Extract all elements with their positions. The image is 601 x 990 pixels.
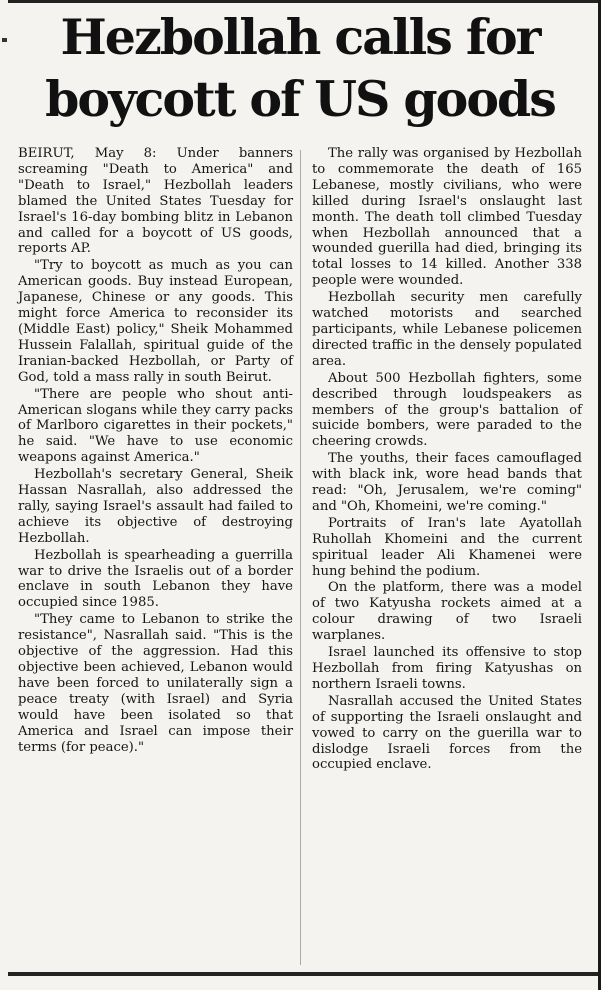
left-column <box>18 146 293 756</box>
paragraph: The youths, their faces camouflaged with black ink, wore head bands that read: "Oh, Jerusalem, we're coming" and "Oh, Khomeini, we're coming." <box>312 451 582 514</box>
headline-line-2: boycott of US goods <box>45 70 555 128</box>
paragraph: On the platform, there was a model of two Katyusha rockets aimed at a colour drawing of two Israeli warplanes. <box>312 580 582 644</box>
paragraph: Hezbollah security men carefully watched motorists and searched participants, while Lebanese policemen directed traffic in the densely populated area. <box>312 290 582 369</box>
paragraph: BEIRUT, May 8: Under banners screaming "Death to America" and "Death to Israel," Hezbollah leaders blamed the United States Tuesday for Israel's 16-day bombing blitz in Lebanon and called for a boycott of US goods, reports AP. <box>18 146 293 257</box>
margin-mark <box>2 38 7 42</box>
paragraph: Hezbollah is spearheading a guerrilla war to drive the Israelis out of a border enclave in south Lebanon they have occupied since 1985. <box>18 547 293 611</box>
paragraph: "Try to boycott as much as you can American goods. Buy instead European, Japanese, Chinese or any goods. This might force America to reconsider its (Middle East) policy," Sheik Mohammed Hussein Falallah, spiritual guide of the Iranian-backed Hezbollah, or Party of God, told a mass rally in south Beirut. <box>18 258 293 385</box>
right-column <box>312 146 582 774</box>
paragraph: "There are people who shout anti-American slogans while they carry packs of Marlboro cigarettes in their pockets," he said. "We have to use economic weapons against America." <box>18 386 293 466</box>
bottom-rule <box>8 972 598 976</box>
paragraph: About 500 Hezbollah fighters, some described through loudspeakers as members of the group's battalion of suicide bombers, were paraded to the cheering crowds. <box>312 370 582 450</box>
headline <box>8 6 592 130</box>
paragraph: Hezbollah's secretary General, Sheik Hassan Nasrallah, also addressed the rally, saying Israel's assault had failed to achieve its objective of destroying Hezbollah. <box>18 467 293 546</box>
paragraph: Nasrallah accused the United States of supporting the Israeli onslaught and vowed to carry on the guerilla war to dislodge Israeli forces from the occupied enclave. <box>312 693 582 773</box>
paragraph: Israel launched its offensive to stop Hezbollah from firing Katyushas on northern Israeli towns. <box>312 645 582 692</box>
top-rule <box>8 0 598 3</box>
paragraph: The rally was organised by Hezbollah to commemorate the death of 165 Lebanese, mostly civilians, who were killed during Israel's onslaught last month. The death toll climbed Tuesday when Hezbollah announced that a wounded guerilla had died, bringing its total losses to 14 killed. Another 338 people were wounded. <box>312 146 582 289</box>
column-divider <box>300 150 301 965</box>
headline-line-1: Hezbollah calls for <box>60 8 540 66</box>
paragraph: Portraits of Iran's late Ayatollah Ruhollah Khomeini and the current spiritual leader Ali Khamenei were hung behind the podium. <box>312 515 582 579</box>
paragraph: "They came to Lebanon to strike the resistance", Nasrallah said. "This is the objective of the aggression. Had this objective been achieved, Lebanon would have been forced to unilaterally sign a peace treaty (with Israel) and Syria would have been isolated so that America and Israel can impose their terms (for peace)." <box>18 612 293 755</box>
